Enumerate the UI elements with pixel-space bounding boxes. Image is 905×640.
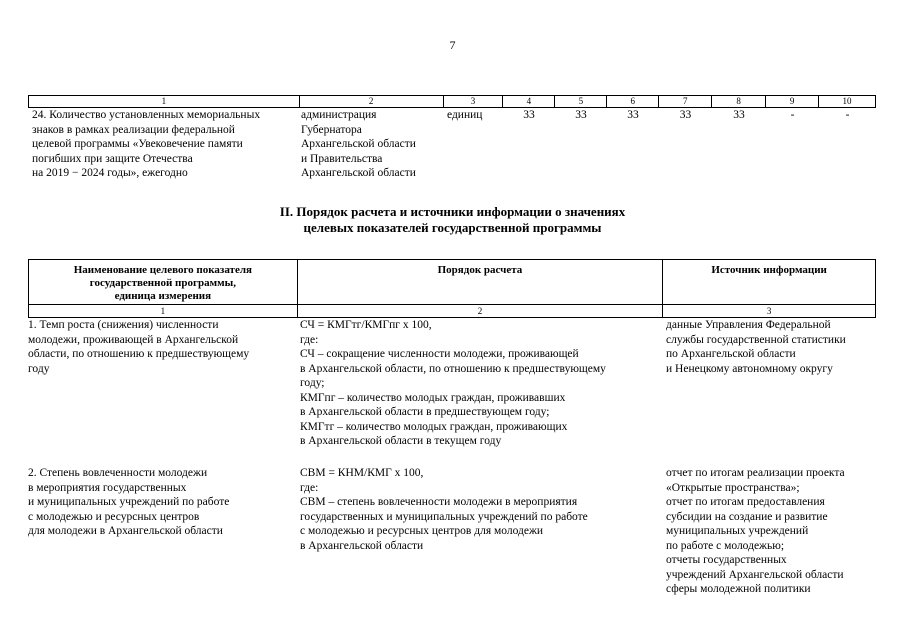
text-line: администрация bbox=[301, 109, 377, 121]
calculation-method: СВМ = КНМ/КМГ х 100, где: СВМ – степень вовлеченности молодежи в мероприятия государственных и муниципальных учреждений по работе с молодежью и ресурсных центров для молодежи в Архангельской области bbox=[300, 467, 588, 552]
text-line: Архангельской области bbox=[301, 167, 416, 179]
indicators-table bbox=[28, 95, 876, 181]
value-cell: - bbox=[845, 109, 850, 121]
col-header-1: 1 bbox=[29, 96, 300, 107]
col-header-5: 5 bbox=[555, 96, 607, 107]
col-header-6: 6 bbox=[607, 96, 659, 107]
col-header-7: 7 bbox=[659, 96, 712, 107]
column-number: 1 bbox=[29, 305, 298, 317]
header-indicator-name: Наименование целевого показателя государственной программы, единица измерения bbox=[29, 260, 298, 304]
page-number: 7 bbox=[449, 38, 456, 52]
text-line: Губернатора bbox=[301, 123, 362, 136]
column-number: 3 bbox=[663, 305, 876, 317]
text-line: погибших при защите Отечества bbox=[32, 152, 193, 165]
indicator-name: 1. Темп роста (снижения) численности молодежи, проживающей в Архангельской области, по отношению к предшествующему году bbox=[28, 319, 250, 375]
information-source: данные Управления Федеральной службы государственной статистики по Архангельской области и Ненецкому автономному округу bbox=[666, 319, 846, 375]
col-header-9: 9 bbox=[766, 96, 819, 107]
section-title bbox=[0, 204, 905, 236]
text-line: Архангельской области bbox=[301, 138, 416, 150]
value-cell: 33 bbox=[575, 109, 587, 121]
text-line: целевой программы «Увековечение памяти bbox=[32, 138, 243, 150]
value-cell: 33 bbox=[679, 109, 692, 121]
header-calculation: Порядок расчета bbox=[298, 260, 664, 304]
calculation-table bbox=[28, 259, 876, 597]
indicators-table-header bbox=[28, 95, 876, 108]
column-numbers bbox=[28, 305, 876, 318]
text-line: и Правительства bbox=[301, 152, 383, 165]
calculation-method: СЧ = КМГтг/КМГпг х 100, где: СЧ – сокращение численности молодежи, проживающей в Архангельской области, по отношению к предшествующему году; КМГпг – количество молодых граждан, проживавших в Архангельской области в предшествующем году; КМГтг – количество молодых граждан, проживающих в Архангельской области в текущем году bbox=[300, 319, 606, 447]
text-line: знаков в рамках реализации федеральной bbox=[32, 123, 235, 136]
col-header-8: 8 bbox=[712, 96, 766, 107]
value-cell: - bbox=[790, 109, 795, 121]
table-row bbox=[28, 108, 876, 181]
unit: единиц bbox=[447, 109, 483, 121]
column-number: 2 bbox=[298, 305, 664, 317]
information-source: отчет по итогам реализации проекта «Открытые пространства»; отчет по итогам предоставления субсидии на создание и развитие муниципальных учреждений по работе с молодежью; отчеты государственных учреждений Архангельской области сферы молодежной политики bbox=[666, 467, 845, 595]
executor bbox=[299, 108, 443, 181]
calculation-table-header bbox=[28, 259, 876, 305]
text-line: 24. Количество установленных мемориальных bbox=[32, 109, 261, 121]
value-cell: 33 bbox=[733, 109, 745, 121]
col-header-3: 3 bbox=[444, 96, 504, 107]
indicator-name: 2. Степень вовлеченности молодежи в мероприятия государственных и муниципальных учреждений по работе с молодежью и ресурсных центров для молодежи в Архангельской области bbox=[28, 467, 230, 537]
table-row bbox=[28, 466, 876, 597]
col-header-10: 10 bbox=[819, 96, 876, 107]
table-row bbox=[28, 318, 876, 466]
section-title-line: II. Порядок расчета и источники информации о значениях bbox=[279, 204, 626, 219]
text-line: на 2019 − 2024 годы», ежегодно bbox=[32, 167, 188, 179]
indicator-name bbox=[28, 108, 299, 181]
col-header-2: 2 bbox=[300, 96, 444, 107]
value-cell: 33 bbox=[627, 109, 639, 121]
col-header-4: 4 bbox=[503, 96, 555, 107]
section-title-line: целевых показателей государственной программы bbox=[303, 220, 602, 235]
value-cell: 33 bbox=[523, 109, 535, 121]
header-source: Источник информации bbox=[663, 260, 876, 304]
